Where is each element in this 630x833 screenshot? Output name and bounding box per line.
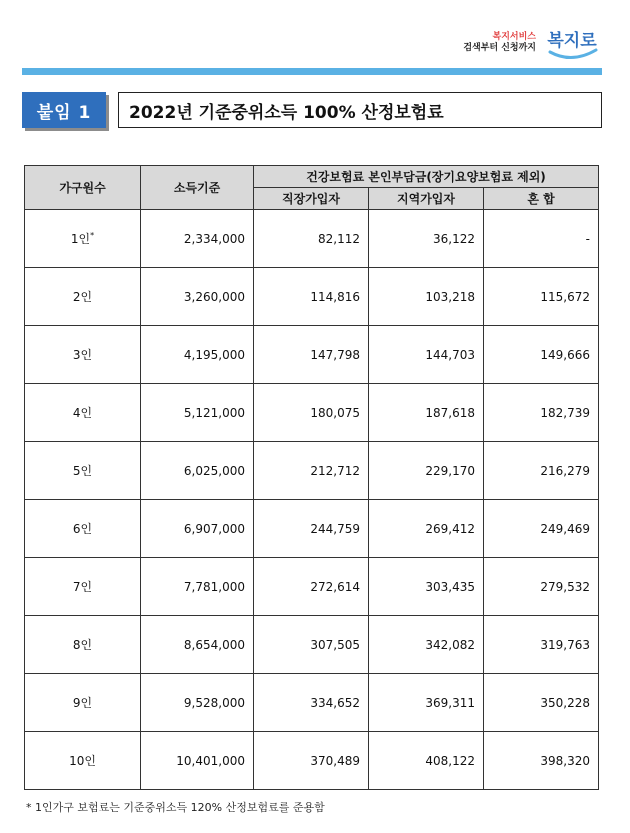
table-row [25, 210, 599, 268]
footnote: * 1인가구 보험료는 기준중위소득 120% 산정보험료를 준용함 [26, 801, 325, 814]
table-row [25, 674, 599, 732]
cell-regional-premium: 187,618 [369, 384, 484, 442]
cell-regional-premium: 229,170 [369, 442, 484, 500]
logo-tagline [463, 32, 536, 54]
document-header [22, 92, 602, 128]
cell-employee-premium: 244,759 [254, 500, 369, 558]
cell-income: 9,528,000 [141, 674, 254, 732]
cell-income: 10,401,000 [141, 732, 254, 790]
logo-tagline-line2: 검색부터 신청까지 [463, 43, 536, 53]
cell-income: 4,195,000 [141, 326, 254, 384]
cell-mixed-premium: 279,532 [484, 558, 599, 616]
header-household-size: 가구원수 [25, 166, 141, 210]
cell-household-size [25, 326, 141, 384]
footnote-marker: * [90, 231, 95, 240]
cell-mixed-premium: 216,279 [484, 442, 599, 500]
household-size-label: 9인 [72, 696, 93, 710]
cell-income: 6,907,000 [141, 500, 254, 558]
cell-mixed-premium: 115,672 [484, 268, 599, 326]
cell-employee-premium: 114,816 [254, 268, 369, 326]
cell-employee-premium: 212,712 [254, 442, 369, 500]
cell-regional-premium: 36,122 [369, 210, 484, 268]
cell-regional-premium: 342,082 [369, 616, 484, 674]
logo-tagline-line1: 복지서비스 [492, 32, 536, 43]
logo-mark-text: 복지로 [547, 31, 597, 51]
table-row [25, 616, 599, 674]
cell-household-size [25, 674, 141, 732]
household-size-label: 1인 [70, 232, 91, 246]
table-row [25, 558, 599, 616]
cell-employee-premium: 82,112 [254, 210, 369, 268]
cell-employee-premium: 307,505 [254, 616, 369, 674]
header-employee-subscriber: 직장가입자 [254, 188, 369, 210]
cell-employee-premium: 334,652 [254, 674, 369, 732]
household-size-label: 6인 [72, 522, 93, 536]
cell-mixed-premium: 149,666 [484, 326, 599, 384]
header-mixed: 혼 합 [484, 188, 599, 210]
table-row [25, 442, 599, 500]
table-row [25, 384, 599, 442]
cell-household-size [25, 732, 141, 790]
table-header-row [25, 166, 599, 188]
attachment-badge: 붙임 1 [22, 92, 106, 128]
cell-regional-premium: 303,435 [369, 558, 484, 616]
header-regional-subscriber: 지역가입자 [369, 188, 484, 210]
table-row [25, 268, 599, 326]
household-size-label: 10인 [69, 754, 96, 768]
household-size-label: 3인 [72, 348, 93, 362]
cell-mixed-premium: - [484, 210, 599, 268]
header-income-standard: 소득기준 [141, 166, 254, 210]
cell-income: 8,654,000 [141, 616, 254, 674]
header-premium-group: 건강보험료 본인부담금(장기요양보험료 제외) [254, 166, 599, 188]
cell-regional-premium: 144,703 [369, 326, 484, 384]
household-size-label: 4인 [72, 406, 93, 420]
cell-mixed-premium: 398,320 [484, 732, 599, 790]
household-size-label: 8인 [72, 638, 93, 652]
table-row [25, 732, 599, 790]
household-size-label: 2인 [72, 290, 93, 304]
household-size-label: 7인 [72, 580, 93, 594]
household-size-label: 5인 [72, 464, 93, 478]
cell-employee-premium: 370,489 [254, 732, 369, 790]
cell-household-size [25, 558, 141, 616]
cell-employee-premium: 180,075 [254, 384, 369, 442]
cell-mixed-premium: 182,739 [484, 384, 599, 442]
cell-employee-premium: 272,614 [254, 558, 369, 616]
cell-regional-premium: 269,412 [369, 500, 484, 558]
cell-income: 2,334,000 [141, 210, 254, 268]
table-row [25, 326, 599, 384]
cell-regional-premium: 408,122 [369, 732, 484, 790]
cell-household-size [25, 500, 141, 558]
cell-regional-premium: 103,218 [369, 268, 484, 326]
cell-income: 6,025,000 [141, 442, 254, 500]
cell-household-size [25, 616, 141, 674]
cell-income: 5,121,000 [141, 384, 254, 442]
cell-mixed-premium: 350,228 [484, 674, 599, 732]
bokjiro-logo-icon [544, 22, 600, 64]
cell-mixed-premium: 249,469 [484, 500, 599, 558]
document-title: 2022년 기준중위소득 100% 산정보험료 [118, 92, 602, 128]
cell-regional-premium: 369,311 [369, 674, 484, 732]
cell-mixed-premium: 319,763 [484, 616, 599, 674]
top-divider [22, 68, 602, 75]
cell-income: 3,260,000 [141, 268, 254, 326]
cell-employee-premium: 147,798 [254, 326, 369, 384]
table-row [25, 500, 599, 558]
bokjiro-logo [463, 22, 600, 64]
insurance-premium-table [24, 165, 599, 790]
cell-household-size [25, 442, 141, 500]
cell-income: 7,781,000 [141, 558, 254, 616]
cell-household-size [25, 210, 141, 268]
cell-household-size [25, 268, 141, 326]
cell-household-size [25, 384, 141, 442]
